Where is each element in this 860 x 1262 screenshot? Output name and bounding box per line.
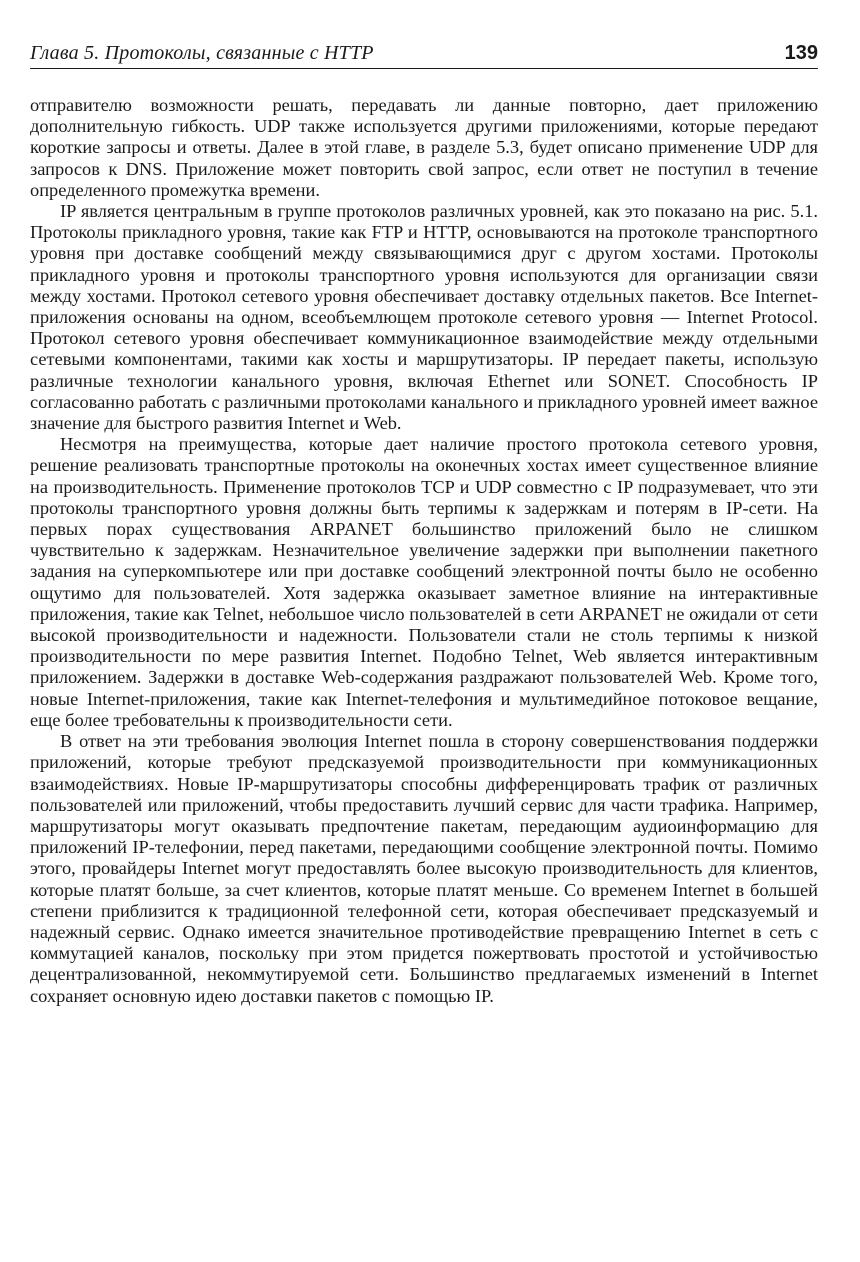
header-divider bbox=[30, 68, 818, 69]
paragraph-in-response: В ответ на эти требования эволюция Internet пошла в сторону совершенствования поддержки приложений, которые требуют предсказуемой производительности при коммуникационных взаимодействиях. Новые IP-маршрутизаторы способны дифференцировать трафик от различных пользователей или приложений, чтобы предоставить лучший сервис для части трафика. Например, маршрутизаторы могут оказывать предпочтение пакетам, передающим аудиоинформацию для приложений IP-телефонии, перед пакетами, передающими сообщение электронной почты. Помимо этого, провайдеры Internet могут предоставлять более высокую производительность для клиентов, которые платят больше, за счет клиентов, которые платят меньше. Со временем Internet в большей степени приблизится к традиционной телефонной сети, которая обеспечивает предсказуемый и надежный сервис. Однако имеется значительное противодействие превращению Internet в сеть с коммутацией каналов, поскольку при этом придется пожертвовать простотой и устойчивостью децентрализованной, некоммутируемой сети. Большинство предлагаемых изменений в Internet сохраняет основную идею доставки пакетов с помощью IP. bbox=[30, 731, 818, 1006]
body-text bbox=[30, 95, 818, 1007]
page-number: 139 bbox=[784, 42, 818, 64]
paragraph-continuation: отправителю возможности решать, передавать ли данные повторно, дает приложению дополнительную гибкость. UDP также используется другими приложениями, которые передают короткие запросы и ответы. Далее в этой главе, в разделе 5.3, будет описано применение UDP для запросов к DNS. Приложение может повторить свой запрос, если ответ не поступил в течение определенного промежутка времени. bbox=[30, 95, 818, 200]
running-header bbox=[30, 40, 818, 70]
paragraph-despite-advantages: Несмотря на преимущества, которые дает наличие простого протокола сетевого уровня, решение реализовать транспортные протоколы на оконечных хостах имеет существенное влияние на производительность. Применение протоколов TCP и UDP совместно с IP подразумевает, что эти протоколы транспортного уровня должны быть терпимы к задержкам и потерям в IP-сети. На первых порах существования ARPANET большинство приложений было не слишком чувствительно к задержкам. Незначительное увеличение задержки при выполнении пакетного задания на суперкомпьютере или при доставке сообщений электронной почты было не особенно ощутимо для пользователей. Хотя задержка оказывает заметное влияние на интерактивные приложения, такие как Telnet, небольшое число пользователей в сети ARPANET не ожидали от сети высокой производительности и надежности. Пользователи стали не столь терпимы к низкой производительности по мере развития Internet. Подобно Telnet, Web является интерактивным приложением. Задержки в доставке Web-содержания раздражают пользователей Web. Кроме того, новые Internet-приложения, такие как Internet-телефония и мультимедийное потоковое вещание, еще более требовательны к производительности сети. bbox=[30, 434, 818, 730]
chapter-title: Глава 5. Протоколы, связанные с HTTP bbox=[30, 42, 374, 64]
paragraph-ip-central: IP является центральным в группе протоколов различных уровней, как это показано на рис. 5.1. Протоколы прикладного уровня, такие как FTP и HTTP, основываются на протоколе транспортного уровня при доставке сообщений между связывающимися друг с другом хостами. Протоколы прикладного уровня и протоколы транспортного уровня используются для организации связи между хостами. Протокол сетевого уровня обеспечивает доставку отдельных пакетов. Все Internet-приложения основаны на одном, всеобъемлющем протоколе сетевого уровня — Internet Protocol. Протокол сетевого уровня обеспечивает коммуникационное взаимодействие между отдельными сетевыми компонентами, такими как хосты и маршрутизаторы. IP передает пакеты, использую различные технологии канального уровня, включая Ethernet или SONET. Способность IP согласованно работать с различными протоколами канального и прикладного уровней имеет важное значение для быстрого развития Internet и Web. bbox=[30, 201, 818, 434]
